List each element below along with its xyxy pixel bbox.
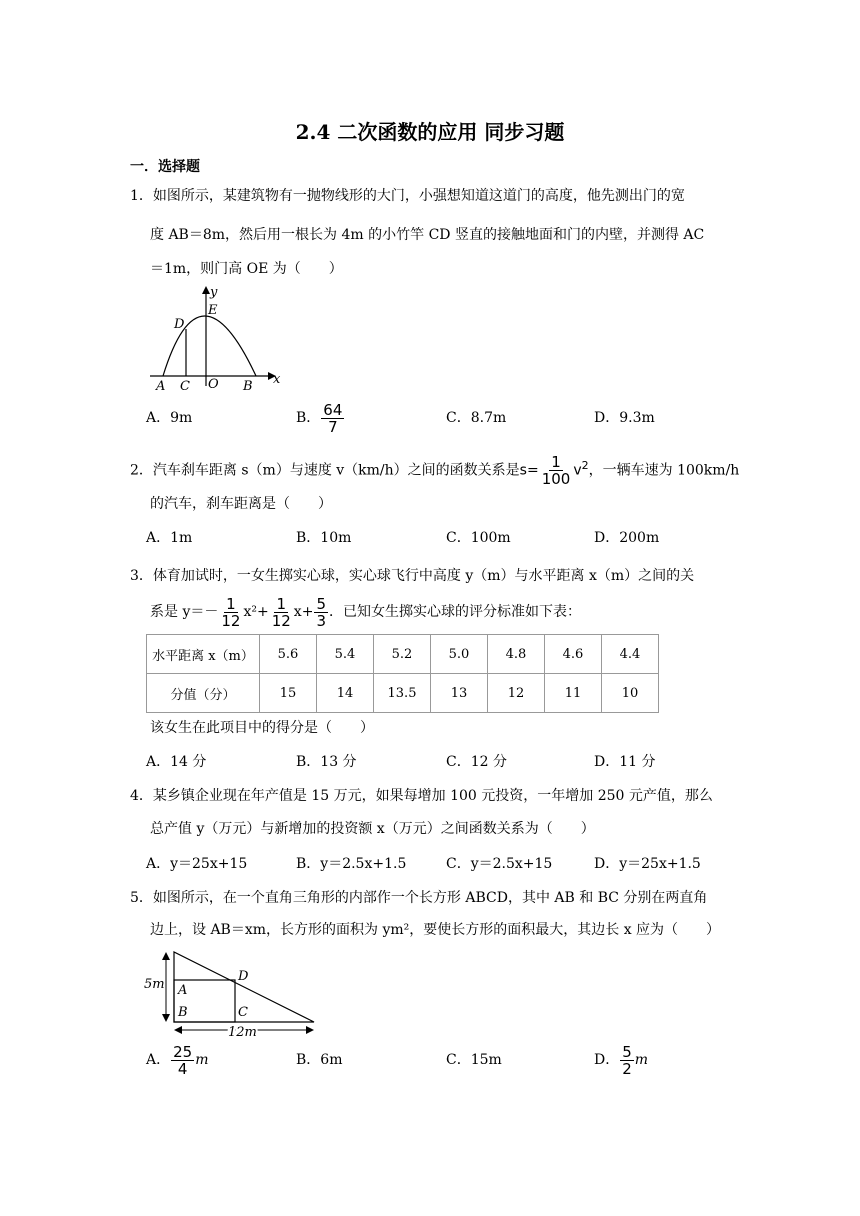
table-cell: 15 xyxy=(260,674,317,713)
table-cell: 5.2 xyxy=(374,635,431,674)
q5-option-d-fraction xyxy=(620,1044,634,1077)
height-arrow-top xyxy=(162,952,170,960)
scoring-table xyxy=(146,634,659,713)
q2-formula-fraction xyxy=(540,454,573,487)
label-a: A xyxy=(178,983,188,998)
width-arrow-left xyxy=(174,1026,182,1034)
q4-option-d: D．y＝25x+1.5 xyxy=(594,856,701,872)
q1-parabola-figure xyxy=(146,282,286,394)
table-cell: 13.5 xyxy=(374,674,431,713)
fraction-numerator: 25 xyxy=(173,1042,193,1061)
fraction-denominator: 7 xyxy=(328,417,338,436)
table-row xyxy=(147,674,659,713)
width-arrow-right xyxy=(306,1026,314,1034)
q3-option-b: B．13 分 xyxy=(296,754,357,770)
table-cell: 14 xyxy=(317,674,374,713)
width-label: 12m xyxy=(228,1025,257,1038)
table-row xyxy=(147,635,659,674)
fraction-numerator: 1 xyxy=(226,594,236,613)
q5-option-b: B．6m xyxy=(296,1052,343,1068)
q2-line2: 的汽车，刹车距离是（ ） xyxy=(150,496,332,512)
table-header-score: 分值（分） xyxy=(147,674,260,713)
q4-line1: 4．某乡镇企业现在年产值是 15 万元，如果每增加 100 元投资，一年增加 250 元产值，那么 xyxy=(130,788,713,804)
label-b: B xyxy=(178,1005,188,1020)
table-cell: 5.0 xyxy=(431,635,488,674)
page-title: 2.4 二次函数的应用 同步习题 xyxy=(295,120,565,144)
q1-option-b xyxy=(296,400,345,436)
q1-option-c: C．8.7m xyxy=(446,410,507,426)
q1-line1: 1．如图所示，某建筑物有一抛物线形的大门，小强想知道这道门的高度，他先测出门的宽 xyxy=(130,188,685,204)
q4-option-a: A．y＝25x+15 xyxy=(146,856,248,872)
label-c: C xyxy=(238,1005,248,1020)
fraction-denominator: 12 xyxy=(271,611,291,630)
q3-line3: 该女生在此项目中的得分是（ ） xyxy=(150,720,374,736)
q5-option-a-prefix: A． xyxy=(146,1052,171,1068)
q5-option-a-unit: m xyxy=(195,1052,209,1068)
label-d: D xyxy=(174,317,185,332)
q4-option-b: B．y＝2.5x+1.5 xyxy=(296,856,407,872)
label-b: B xyxy=(243,379,253,394)
fraction-numerator: 5 xyxy=(316,594,326,613)
q2-option-a: A．1m xyxy=(146,530,193,546)
q2-line1-suffix: ，一辆车速为 100km/h xyxy=(588,462,740,479)
q2-option-b: B．10m xyxy=(296,530,352,546)
fraction-numerator: 1 xyxy=(551,453,561,472)
label-e: E xyxy=(208,303,218,318)
fraction-numerator: 5 xyxy=(622,1042,632,1061)
q1-option-b-prefix: B． xyxy=(296,410,321,426)
fraction-denominator: 100 xyxy=(541,470,571,489)
q4-option-c: C．y＝2.5x+15 xyxy=(446,856,553,872)
q5-option-d xyxy=(594,1040,648,1080)
q3-line1: 3．体育加试时，一女生掷实心球，实心球飞行中高度 y（m）与水平距离 x（m）之间的关 xyxy=(130,568,695,584)
q5-option-d-prefix: D． xyxy=(594,1052,620,1068)
q3-term-x2: x²+ xyxy=(243,604,269,620)
q4-line2: 总产值 y（万元）与新增加的投资额 x（万元）之间函数关系为（ ） xyxy=(150,821,595,837)
fraction-numerator: 64 xyxy=(323,400,343,419)
table-cell: 4.4 xyxy=(602,635,659,674)
height-label: 5m xyxy=(144,977,165,992)
table-header-distance: 水平距离 x（m） xyxy=(147,635,260,674)
table-cell: 5.6 xyxy=(260,635,317,674)
q3-option-c: C．12 分 xyxy=(446,754,507,770)
table-cell: 5.4 xyxy=(317,635,374,674)
q5-line1: 5．如图所示，在一个直角三角形的内部作一个长方形 ABCD，其中 AB 和 BC 分别在两直角 xyxy=(130,890,708,906)
q1-option-a: A．9m xyxy=(146,410,193,426)
q5-option-a-fraction xyxy=(171,1044,194,1077)
q3-fraction-1 xyxy=(219,596,242,629)
table-cell: 13 xyxy=(431,674,488,713)
q3-option-d: D．11 分 xyxy=(594,754,656,770)
q2-formula-s: s= xyxy=(519,462,539,479)
label-x: x xyxy=(273,372,281,387)
y-axis-arrow xyxy=(202,286,210,294)
q5-option-d-unit: m xyxy=(634,1052,649,1068)
q1-line3: ＝1m，则门高 OE 为（ ） xyxy=(150,261,343,277)
table-cell: 4.6 xyxy=(545,635,602,674)
table-cell: 4.8 xyxy=(488,635,545,674)
label-a: A xyxy=(156,379,166,394)
q3-line2 xyxy=(150,592,581,632)
fraction-denominator: 2 xyxy=(622,1059,632,1078)
q2-formula-exponent: 2 xyxy=(581,459,589,472)
q3-term-x: x+ xyxy=(293,604,314,620)
q3-fraction-3 xyxy=(314,596,328,629)
q5-triangle-figure xyxy=(142,946,322,1038)
fraction-denominator: 4 xyxy=(177,1059,188,1078)
q5-option-c: C．15m xyxy=(446,1052,502,1068)
table-cell: 11 xyxy=(545,674,602,713)
q3-option-a: A．14 分 xyxy=(146,754,207,770)
section-heading: 一．选择题 xyxy=(130,159,200,175)
height-arrow-bottom xyxy=(162,1014,170,1022)
q5-option-a xyxy=(146,1040,209,1080)
table-cell: 12 xyxy=(488,674,545,713)
q3-fraction-2 xyxy=(270,596,293,629)
q2-option-d: D．200m xyxy=(594,530,660,546)
label-y: y xyxy=(210,285,218,300)
q2-line1 xyxy=(130,448,739,489)
label-d: D xyxy=(238,969,249,984)
q2-option-c: C．100m xyxy=(446,530,511,546)
q3-line2-prefix: 系是 y＝－ xyxy=(150,604,219,620)
q2-line1-prefix: 2．汽车刹车距离 s（m）与速度 v（km/h）之间的函数关系是 xyxy=(130,462,520,479)
label-c: C xyxy=(180,379,190,394)
q3-line2-suffix: ．已知女生掷实心球的评分标准如下表： xyxy=(328,604,581,620)
q5-line2: 边上，设 AB＝xm，长方形的面积为 ym²，要使长方形的面积最大，其边长 x 应为（ ） xyxy=(150,922,721,938)
fraction-numerator: 1 xyxy=(276,594,287,613)
table-cell: 10 xyxy=(602,674,659,713)
q1-line2: 度 AB＝8m，然后用一根长为 4m 的小竹竿 CD 竖直的接触地面和门的内壁，并测得 AC xyxy=(150,227,705,243)
q2-formula-v: v xyxy=(573,462,582,479)
fraction-denominator: 3 xyxy=(316,611,326,630)
q1-option-b-fraction xyxy=(321,402,344,435)
q1-option-d: D．9.3m xyxy=(594,410,655,426)
label-o: O xyxy=(208,377,219,392)
fraction-denominator: 12 xyxy=(221,611,241,630)
